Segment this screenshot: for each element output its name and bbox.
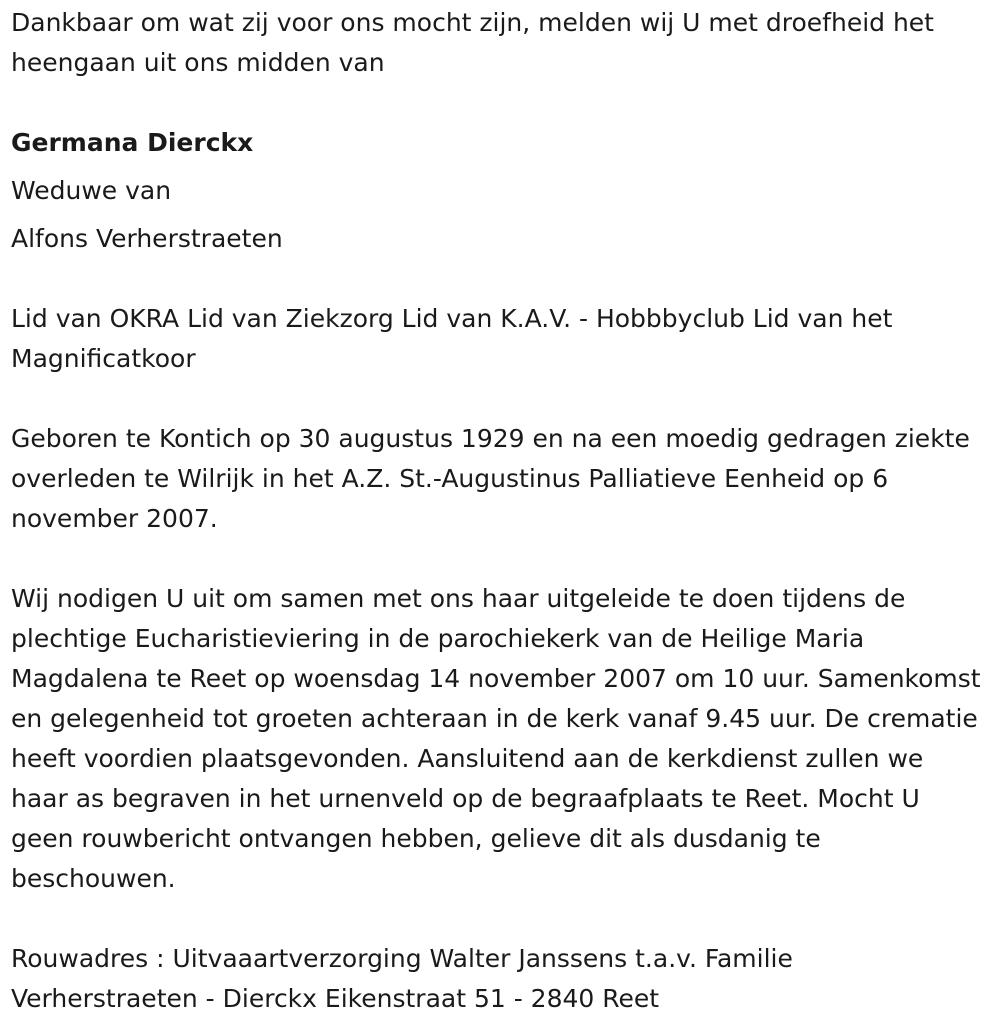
intro-paragraph: Dankbaar om wat zij voor ons mocht zijn, melden wij U met droefheid het heengaan uit ons midden van [11,8,934,77]
obituary-notice [11,3,986,1019]
deceased-name: Germana Dierckx [11,128,254,157]
widow-status: Weduwe van [11,176,172,205]
spouse-name: Alfons Verherstraeten [11,224,283,253]
memberships-paragraph: Lid van OKRA Lid van Ziekzorg Lid van K.A.V. - Hobbbyclub Lid van het Magnificatkoor [11,304,893,373]
mourning-address: Rouwadres : Uitvaaartverzorging Walter Janssens t.a.v. Familie Verherstraeten - Dierckx Eikenstraat 51 - 2840 Reet [11,944,793,1013]
ceremony-paragraph: Wij nodigen U uit om samen met ons haar uitgeleide te doen tijdens de plechtige Eucharistieviering in de parochiekerk van de Heilige Maria Magdalena te Reet op woensdag 14 november 2007 om 10 uur. Samenkomst en gelegenheid tot groeten achteraan in de kerk vanaf 9.45 uur. De crematie heeft voordien plaatsgevonden. Aansluitend aan de kerkdienst zullen we haar as begraven in het urnenveld op de begraafplaats te Reet. Mocht U geen rouwbericht ontvangen hebben, gelieve dit als dusdanig te beschouwen. [11,584,981,893]
birth-death-paragraph: Geboren te Kontich op 30 augustus 1929 en na een moedig gedragen ziekte overleden te Wilrijk in het A.Z. St.-Augustinus Palliatieve Eenheid op 6 november 2007. [11,424,970,533]
deceased-block [11,123,986,259]
